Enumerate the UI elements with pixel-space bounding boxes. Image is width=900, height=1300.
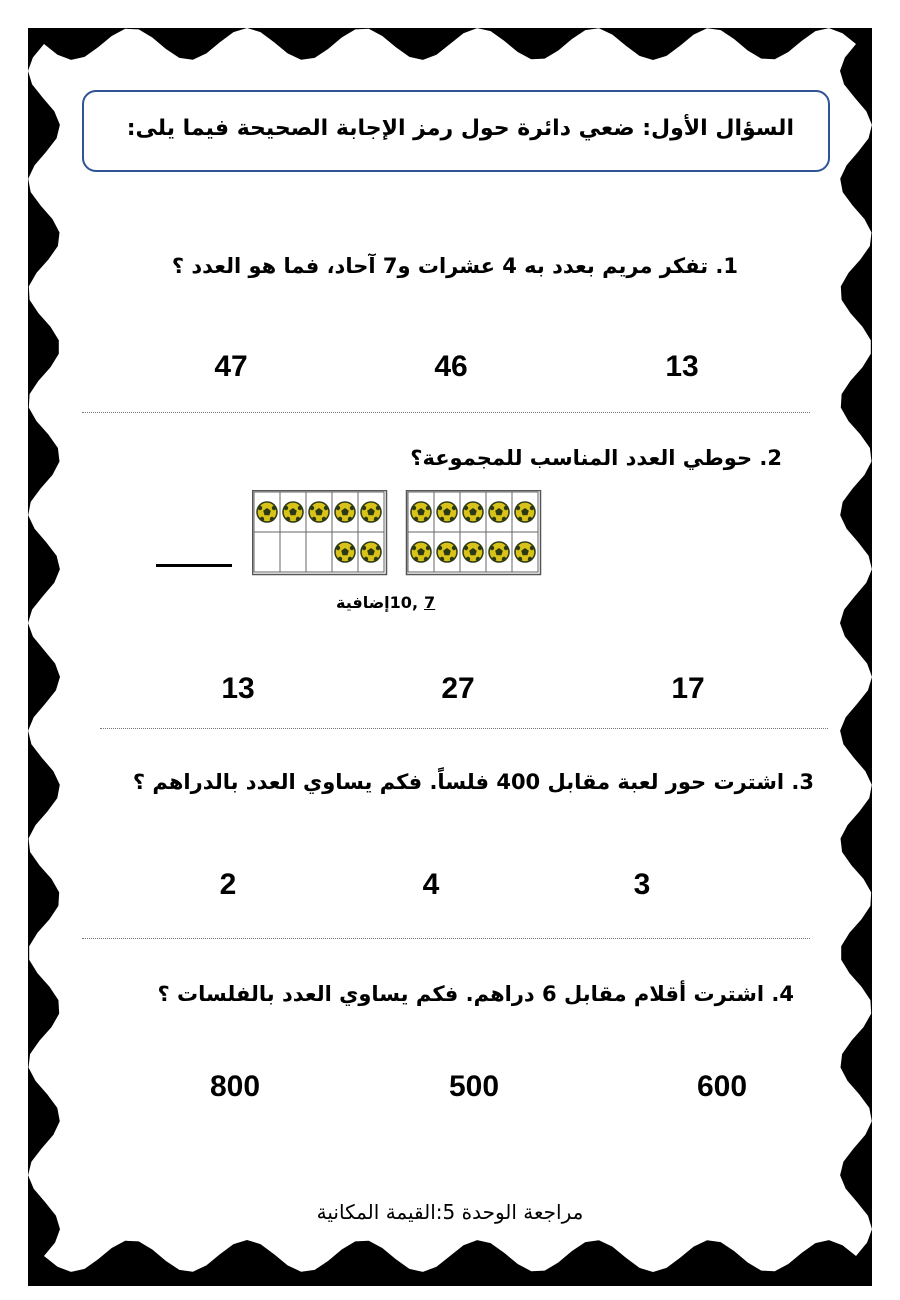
soccer-ball-icon [437, 502, 457, 522]
question-3-option-1[interactable]: 3 [633, 868, 651, 901]
question-3-text: 3. اشترت حور لعبة مقابل 400 فلساً. فكم يساوي العدد بالدراهم ؟ [132, 770, 814, 794]
separator-3 [82, 938, 810, 939]
question-2-option-1[interactable]: 17 [671, 672, 705, 705]
question-1-option-3[interactable]: 47 [214, 350, 248, 383]
ten-frame-right [253, 491, 387, 575]
page-footer: مراجعة الوحدة 5:القيمة المكانية [316, 1200, 584, 1224]
question-3-option-3[interactable]: 2 [219, 868, 237, 901]
question-2-option-3[interactable]: 13 [221, 672, 255, 705]
soccer-ball-icon [489, 542, 509, 562]
question-4-text: 4. اشترت أقلام مقابل 6 دراهم. فكم يساوي العدد بالفلسات ؟ [157, 982, 794, 1006]
hint-suffix: إضافية [336, 593, 390, 612]
soccer-ball-icon [309, 502, 329, 522]
question-2-hint [336, 593, 441, 612]
question-1-option-1[interactable]: 13 [665, 350, 699, 383]
soccer-ball-icon [411, 542, 431, 562]
soccer-ball-icon [411, 502, 431, 522]
question-4-option-1[interactable]: 600 [696, 1070, 748, 1103]
question-2-option-2[interactable]: 27 [441, 672, 475, 705]
ten-frame-left [407, 491, 541, 575]
soccer-ball-icon [257, 502, 277, 522]
soccer-ball-icon [335, 542, 355, 562]
soccer-ball-icon [361, 502, 381, 522]
soccer-ball-icon [283, 502, 303, 522]
question-4-option-2[interactable]: 500 [448, 1070, 500, 1103]
question-header-title: السؤال الأول: ضعي دائرة حول رمز الإجابة الصحيحة فيما يلى: [126, 116, 794, 141]
hint-prefix: 10, [389, 593, 419, 612]
soccer-ball-icon [515, 502, 535, 522]
soccer-ball-icon [437, 542, 457, 562]
soccer-ball-icon [463, 502, 483, 522]
separator-2 [100, 728, 828, 729]
answer-blank-line[interactable] [156, 564, 232, 567]
soccer-ball-icon [515, 542, 535, 562]
ten-frames-figure [252, 490, 548, 576]
question-1-option-2[interactable]: 46 [434, 350, 468, 383]
question-header-box [82, 90, 830, 172]
soccer-ball-icon [463, 542, 483, 562]
question-3-option-2[interactable]: 4 [422, 868, 440, 901]
hint-blank: 7 [424, 593, 436, 612]
question-1-text: 1. تفكر مريم بعدد به 4 عشرات و7 آحاد، فما هو العدد ؟ [171, 254, 738, 278]
soccer-ball-icon [361, 542, 381, 562]
question-2-text: 2. حوطي العدد المناسب للمجموعة؟ [410, 446, 782, 470]
separator-1 [82, 412, 810, 413]
soccer-ball-icon [489, 502, 509, 522]
soccer-ball-icon [335, 502, 355, 522]
question-4-option-3[interactable]: 800 [209, 1070, 261, 1103]
